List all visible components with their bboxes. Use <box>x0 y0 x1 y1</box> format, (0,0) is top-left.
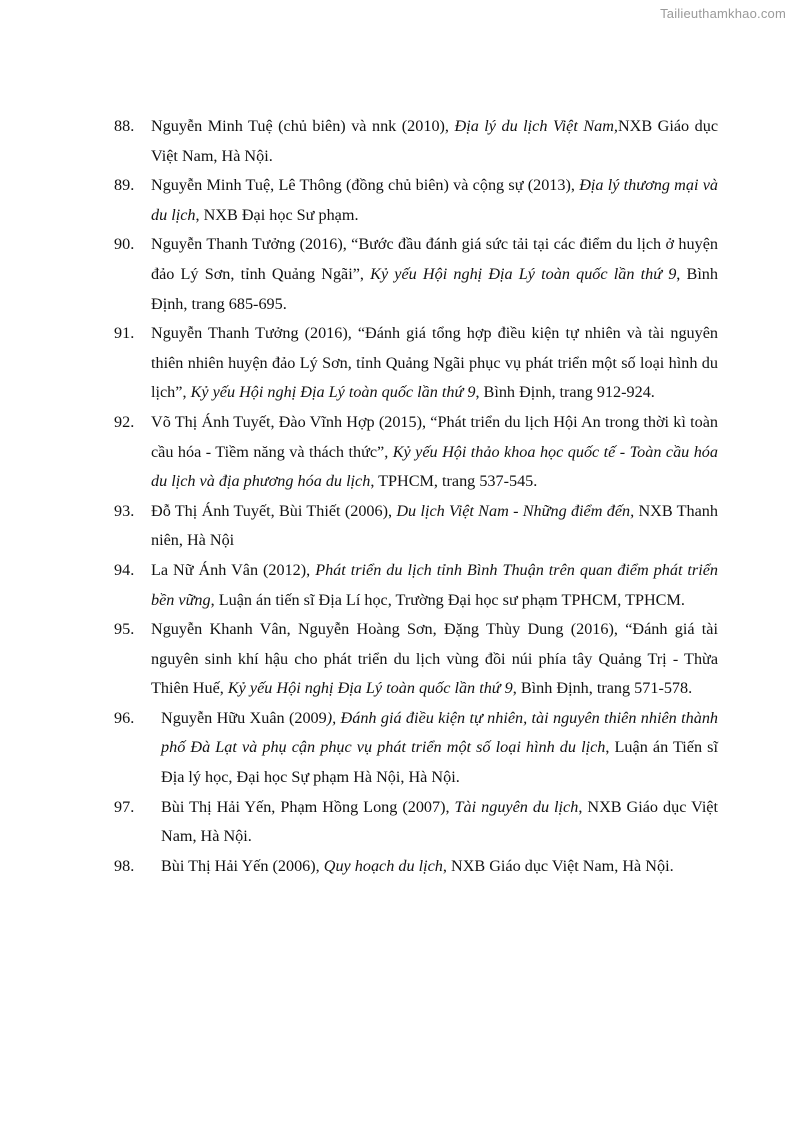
reference-text <box>161 857 674 875</box>
reference-text <box>151 620 718 697</box>
reference-segment: Nguyễn Minh Tuệ (chủ biên) và nnk (2010), <box>151 117 455 135</box>
reference-segment: , Bình Định, trang 912-924. <box>475 383 655 402</box>
reference-title: Tài nguyên du lịch <box>454 797 579 816</box>
reference-segment: NXB Thanh niên, Hà Nội <box>151 501 718 550</box>
reference-number: 98. <box>114 856 135 875</box>
reference-item <box>114 556 718 615</box>
reference-segment: La Nữ Ánh Vân (2012), <box>151 560 316 579</box>
reference-segment: Bùi Thị Hải Yến (2006), <box>161 856 324 875</box>
reference-number: 93. <box>114 501 135 520</box>
reference-number: 88. <box>114 117 135 135</box>
reference-segment: Nguyễn Minh Tuệ, Lê Thông (đồng chủ biên) và cộng sự (2013), <box>151 176 580 195</box>
reference-text <box>151 413 718 490</box>
reference-number: 91. <box>114 324 135 343</box>
reference-segment: Bùi Thị Hải Yến, Phạm Hồng Long (2007), <box>161 797 455 816</box>
reference-title: Du lịch Việt Nam - Những điểm đến, <box>396 501 635 520</box>
reference-segment: Nguyễn Hữu Xuân (2009 <box>161 708 327 727</box>
reference-text <box>151 117 718 165</box>
reference-item <box>114 319 718 408</box>
reference-text <box>151 561 718 609</box>
reference-title: Quy hoạch du lịch <box>323 856 443 875</box>
reference-item <box>114 230 718 319</box>
reference-number: 96. <box>114 708 135 727</box>
reference-segment: , Bình Định, trang 685-695. <box>151 264 718 313</box>
reference-segment: , TPHCM, trang 537-545. <box>370 472 538 491</box>
reference-text <box>151 502 718 550</box>
reference-segment: Nguyễn Thanh Tưởng (2016), “Đánh giá tổng hợp điều kiện tự nhiên và tài nguyên thiên nhiên huyện đảo Lý Sơn, tỉnh Quảng Ngãi phục vụ phát triển một số loại hình du lịch”, <box>151 324 718 402</box>
reference-segment: Đỗ Thị Ánh Tuyết, Bùi Thiết (2006), <box>151 501 397 520</box>
reference-segment: , NXB Giáo dục Việt Nam, Hà Nội. <box>161 797 718 846</box>
reference-text <box>161 709 718 786</box>
reference-item <box>114 793 718 852</box>
reference-item <box>114 852 718 882</box>
reference-item <box>114 615 718 704</box>
reference-segment: NXB Giáo dục Việt Nam, Hà Nội. <box>151 117 719 165</box>
reference-number: 94. <box>114 560 135 579</box>
reference-segment: , Luận án Tiến sĩ Địa lý học, Đại học Sự phạm Hà Nội, Hà Nội. <box>161 738 718 787</box>
reference-title: Kỷ yếu Hội nghị Địa Lý toàn quốc lần thứ 9 <box>227 679 513 698</box>
reference-title: Phát triển du lịch tỉnh Bình Thuận trên quan điểm phát triển bền vững <box>151 560 718 609</box>
reference-list <box>114 112 718 881</box>
reference-text <box>151 235 718 312</box>
reference-title: Địa lý thương mại và du lịch <box>151 176 718 224</box>
reference-segment: , Luận án tiến sĩ Địa Lí học, Trường Đại học sư phạm TPHCM, TPHCM. <box>210 590 685 609</box>
reference-text <box>151 324 718 401</box>
reference-segment: Võ Thị Ánh Tuyết, Đào Vĩnh Hợp (2015), “Phát triển du lịch Hội An trong thời kì toàn cầu hóa - Tiềm năng và thách thức”, <box>151 412 718 461</box>
reference-text <box>151 176 718 224</box>
reference-number: 90. <box>114 235 135 254</box>
reference-segment: , Bình Định, trang 571-578. <box>512 679 693 698</box>
reference-title: Kỷ yếu Hội nghị Địa Lý toàn quốc lần thứ 9 <box>190 383 476 402</box>
reference-segment: , NXB Đại học Sư phạm. <box>195 205 359 224</box>
reference-text <box>161 798 718 846</box>
reference-number: 95. <box>114 620 135 639</box>
reference-item <box>114 171 718 230</box>
reference-item <box>114 408 718 497</box>
reference-item <box>114 704 718 793</box>
reference-title: Địa lý du lịch Việt Nam, <box>454 117 618 135</box>
watermark: Tailieuthamkhao.com <box>660 6 786 21</box>
reference-number: 92. <box>114 412 135 431</box>
reference-item <box>114 497 718 556</box>
reference-title: ), Đánh giá điều kiện tự nhiên, tài nguyên thiên nhiên thành phố Đà Lạt và phụ cận phục vụ phát triển một số loại hình du lịch <box>161 708 719 757</box>
reference-title: Kỷ yếu Hội nghị Địa Lý toàn quốc lần thứ 9 <box>370 264 677 283</box>
reference-number: 89. <box>114 176 135 195</box>
reference-item <box>114 112 718 171</box>
reference-title: Kỷ yếu Hội thảo khoa học quốc tế - Toàn cầu hóa du lịch và địa phương hóa du lịch <box>151 442 718 491</box>
reference-segment: Nguyễn Khanh Vân, Nguyễn Hoàng Sơn, Đặng Thùy Dung (2016), “Đánh giá tài nguyên sinh khí hậu cho phát triển du lịch vùng đồi núi phía tây Quảng Trị - Thừa Thiên Huế, <box>151 620 718 698</box>
reference-segment: Nguyễn Thanh Tưởng (2016), “Bước đầu đánh giá sức tải tại các điểm du lịch ở huyện đảo Lý Sơn, tỉnh Quảng Ngãi”, <box>151 235 718 283</box>
reference-number: 97. <box>114 797 135 816</box>
reference-segment: , NXB Giáo dục Việt Nam, Hà Nội. <box>442 856 674 875</box>
